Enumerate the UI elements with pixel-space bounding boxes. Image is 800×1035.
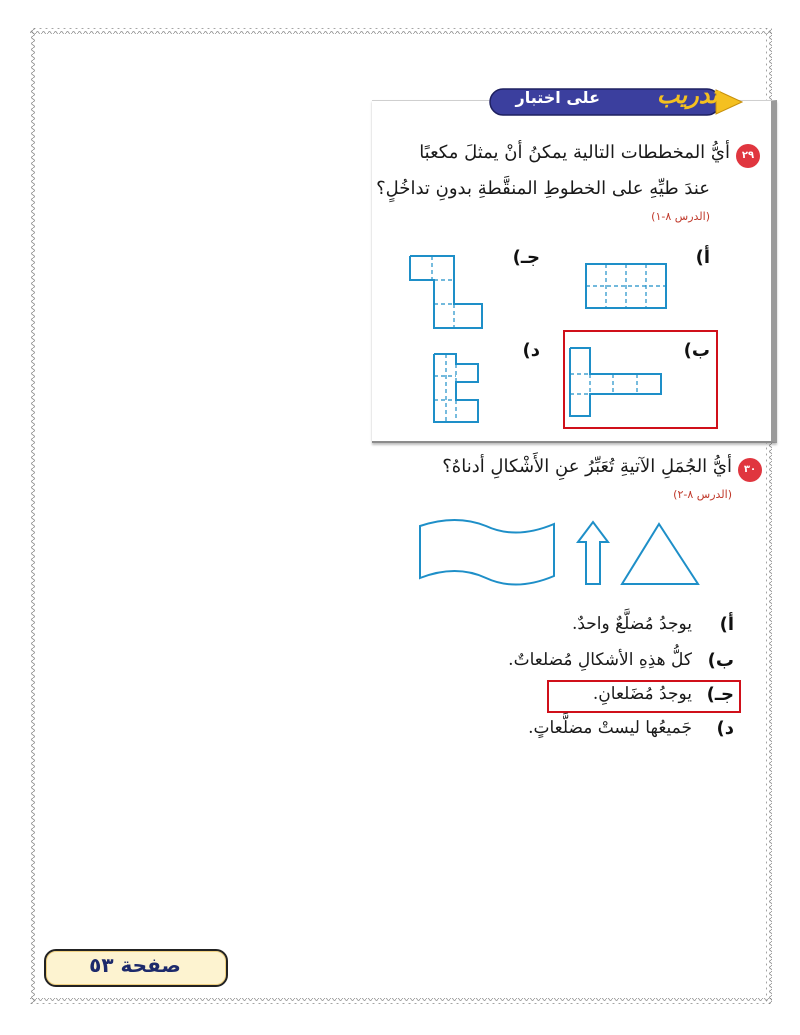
net-option-b[interactable]	[568, 346, 664, 418]
answer-a-letter[interactable]: أ)	[719, 614, 734, 635]
question-30-lesson: (الدرس ٨-٢)	[673, 488, 732, 501]
net-option-a[interactable]	[585, 263, 669, 311]
answer-d-letter[interactable]: د)	[716, 718, 734, 739]
net-option-d[interactable]	[432, 352, 482, 426]
answer-d-text[interactable]: جَميعُها ليستْ مضلَّعاتٍ.	[528, 718, 692, 738]
net-option-c[interactable]	[408, 254, 486, 330]
answer-c-text[interactable]: يوجدُ مُضَلعانِ.	[592, 684, 692, 704]
option-c-label[interactable]: جـ)	[512, 247, 540, 268]
option-d-label[interactable]: د)	[522, 340, 540, 361]
wavy-shape-icon	[420, 520, 554, 585]
banner-logo: تدريب	[656, 80, 718, 109]
option-b-label[interactable]: ب)	[683, 340, 710, 361]
question-30-shapes	[416, 514, 706, 590]
question-29-line1: أيُّ المخططات التالية يمكنُ أنْ يمثلَ مكعبًا	[419, 142, 730, 163]
answer-b-letter[interactable]: ب)	[707, 650, 734, 671]
question-29-lesson: (الدرس ٨-١)	[651, 210, 710, 223]
page-number-label: صفحة ٥٣	[89, 953, 181, 977]
question-30-number: ٣٠	[738, 458, 762, 482]
banner-title: على اختبار	[515, 88, 600, 107]
answer-b-text[interactable]: كلُّ هذِهِ الأشكالِ مُضلعاتٌ.	[508, 650, 692, 670]
triangle-shape-icon	[622, 524, 698, 584]
question-30-text: أيُّ الجُمَلِ الآتيةِ تُعَبِّرُ عنِ الأَشْكالِ أدناهُ؟	[442, 456, 732, 477]
question-29-number: ٢٩	[736, 144, 760, 168]
answer-a-text[interactable]: يوجدُ مُضلَّعٌ واحدٌ.	[571, 614, 692, 634]
option-a-label[interactable]: أ)	[695, 247, 710, 268]
question-29-line2: عندَ طيِّهِ على الخطوطِ المنقَّطةِ بدونِ تداخُلٍ؟	[376, 178, 710, 199]
arrow-shape-icon	[578, 522, 608, 584]
answer-c-letter[interactable]: جـ)	[706, 684, 734, 705]
